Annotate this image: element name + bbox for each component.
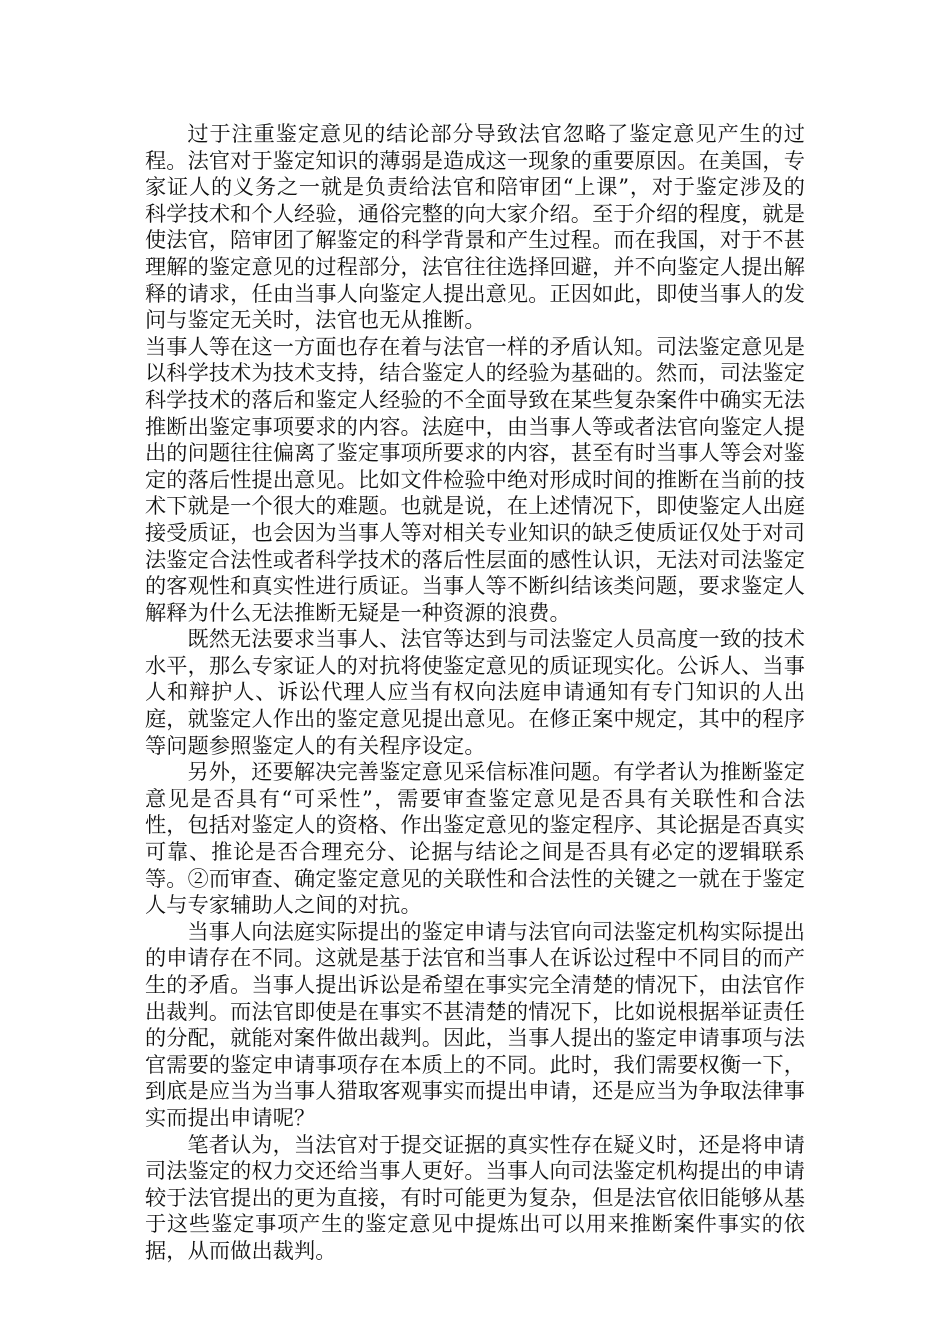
document-body [145,121,805,1265]
paragraph-3: 既然无法要求当事人、法官等达到与司法鉴定人员高度一致的技术水平，那么专家证人的对抗将使鉴定意见的质证现实化。公诉人、当事人和辩护人、诉讼代理人应当有权向法庭申请通知有专门知识的人出庭，就鉴定人作出的鉴定意见提出意见。在修正案中规定，其中的程序等问题参照鉴定人的有关程序设定。 [145,626,805,758]
paragraph-4: 另外，还要解决完善鉴定意见采信标准问题。有学者认为推断鉴定意见是否具有“可采性”，需要审查鉴定意见是否具有关联性和合法性，包括对鉴定人的资格、作出鉴定意见的鉴定程序、其论据是否真实可靠、推论是否合理充分、论据与结论之间是否具有必定的逻辑联系等。②而审查、确定鉴定意见的关联性和合法性的关键之一就在于鉴定人与专家辅助人之间的对抗。 [145,759,805,918]
paragraph-2: 当事人等在这一方面也存在着与法官一样的矛盾认知。司法鉴定意见是以科学技术为技术支持，结合鉴定人的经验为基础的。然而，司法鉴定科学技术的落后和鉴定人经验的不全面导致在某些复杂案件中确实无法推断出鉴定事项要求的内容。法庭中，由当事人等或者法官向鉴定人提出的问题往往偏离了鉴定事项所要求的内容，甚至有时当事人等会对鉴定的落后性提出意见。比如文件检验中绝对形成时间的推断在当前的技术下就是一个很大的难题。也就是说，在上述情况下，即使鉴定人出庭接受质证，也会因为当事人等对相关专业知识的缺乏使质证仅处于对司法鉴定合法性或者科学技术的落后性层面的感性认识，无法对司法鉴定的客观性和真实性进行质证。当事人等不断纠结该类问题，要求鉴定人解释为什么无法推断无疑是一种资源的浪费。 [145,333,805,625]
paragraph-1: 过于注重鉴定意见的结论部分导致法官忽略了鉴定意见产生的过程。法官对于鉴定知识的薄弱是造成这一现象的重要原因。在美国，专家证人的义务之一就是负责给法官和陪审团“上课”，对于鉴定涉及的科学技术和个人经验，通俗完整的向大家介绍。至于介绍的程度，就是使法官，陪审团了解鉴定的科学背景和产生过程。而在我国，对于不甚理解的鉴定意见的过程部分，法官往往选择回避，并不向鉴定人提出解释的请求，任由当事人向鉴定人提出意见。正因如此，即使当事人的发问与鉴定无关时，法官也无从推断。 [145,121,805,333]
paragraph-6: 笔者认为，当法官对于提交证据的真实性存在疑义时，还是将申请司法鉴定的权力交还给当事人更好。当事人向司法鉴定机构提出的申请较于法官提出的更为直接，有时可能更为复杂，但是法官依旧能够从基于这些鉴定事项产生的鉴定意见中提炼出可以用来推断案件事实的依据，从而做出裁判。 [145,1131,805,1263]
paragraph-5: 当事人向法庭实际提出的鉴定申请与法官向司法鉴定机构实际提出的申请存在不同。这就是基于法官和当事人在诉讼过程中不同目的而产生的矛盾。当事人提出诉讼是希望在事实完全清楚的情况下，由法官作出裁判。而法官即使是在事实不甚清楚的情况下，比如说根据举证责任的分配，就能对案件做出裁判。因此，当事人提出的鉴定申请事项与法官需要的鉴定申请事项存在本质上的不同。此时，我们需要权衡一下，到底是应当为当事人猎取客观事实而提出申请，还是应当为争取法律事实而提出申请呢？ [145,918,805,1130]
